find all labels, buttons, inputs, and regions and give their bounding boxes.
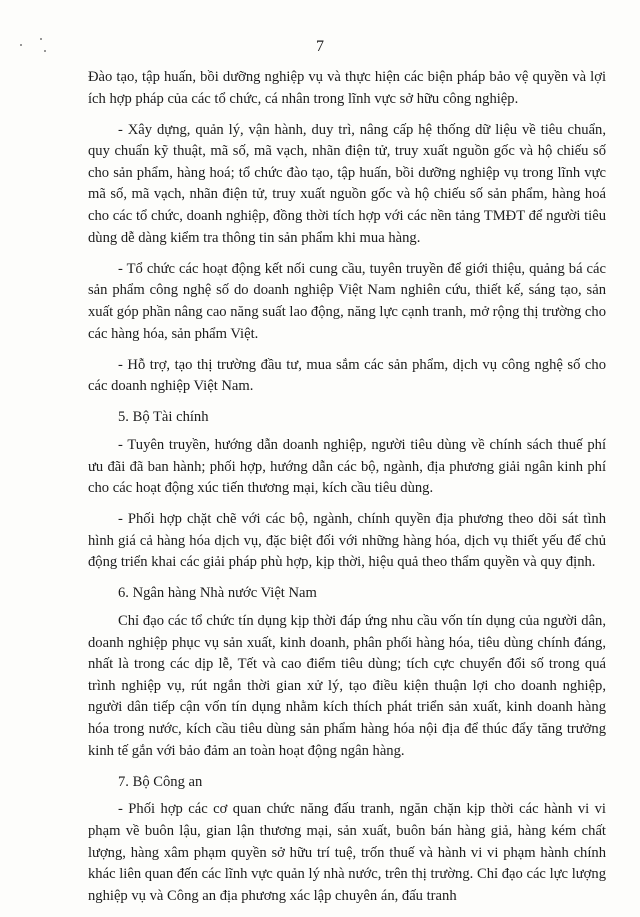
section-heading-state-bank: 6. Ngân hàng Nhà nước Việt Nam: [118, 585, 317, 602]
page-number: 7: [316, 38, 324, 55]
paragraph-credit: Chỉ đạo các tổ chức tín dụng kịp thời đáp ứng nhu cầu vốn tín dụng của người dân, doanh nghiệp phục vụ sản xuất, kinh doanh, phân phối hàng hóa, tiêu dùng chính đáng, nhất là trong các dịp lễ, Tết và cao điểm tiêu dùng; tích cực chuyển đổi số trong quá trình nghiệp vụ, rút ngắn thời gian xử lý, tạo điều kiện thuận lợi cho doanh nghiệp, người dân tiếp cận vốn tín dụng nhằm kích thích phát triển sản xuất, kinh doanh hàng hóa trong nước, kích cầu tiêu dùng sản phẩm hàng hóa nội địa để thúc đẩy tăng trưởng kinh tế gắn với bảo đảm an toàn hoạt động ngân hàng.: [88, 613, 606, 759]
paragraph-digital-market-support: - Hỗ trợ, tạo thị trường đầu tư, mua sắm các sản phẩm, dịch vụ công nghệ số cho các doanh nghiệp Việt Nam.: [88, 356, 606, 395]
section-heading-ministry-of-public-security: 7. Bộ Công an: [118, 773, 203, 790]
paragraph-standards-database: - Xây dựng, quản lý, vận hành, duy trì, nâng cấp hệ thống dữ liệu về tiêu chuẩn, quy chuẩn kỹ thuật, mã số, mã vạch, nhãn điện tử, truy xuất nguồn gốc và hộ chiếu số cho sản phẩm, hàng hoá; tổ chức đào tạo, tập huấn, bồi dưỡng nghiệp vụ trong lĩnh vực mã số, mã vạch, nhãn điện tử, truy xuất nguồn gốc và hộ chiếu số sản phẩm, hàng hoá cho các tổ chức, doanh nghiệp, đồng thời tích hợp với các nền tảng TMĐT để người tiêu dùng dễ dàng kiểm tra thông tin sản phẩm khi mua hàng.: [88, 121, 606, 246]
document-body: [88, 67, 606, 917]
paragraph-ip-training: Đào tạo, tập huấn, bồi dưỡng nghiệp vụ và thực hiện các biện pháp bảo vệ quyền và lợi ích hợp pháp của các tổ chức, cá nhân trong lĩnh vực sở hữu công nghiệp.: [88, 69, 606, 107]
paragraph-tax-policy: - Tuyên truyền, hướng dẫn doanh nghiệp, người tiêu dùng về chính sách thuế phí ưu đãi đã ban hành; phối hợp, hướng dẫn các bộ, ngành, địa phương giải ngân kinh phí cho các hoạt động xúc tiến thương mại, kích cầu tiêu dùng.: [88, 436, 606, 497]
paragraph-supply-demand: - Tổ chức các hoạt động kết nối cung cầu, tuyên truyền để giới thiệu, quảng bá các sản phẩm công nghệ số do doanh nghiệp Việt Nam nghiên cứu, thiết kế, sáng tạo, sản xuất góp phần nâng cao năng suất lao động, năng lực cạnh tranh, mở rộng thị trường cho các hàng hóa, sản phẩm Việt.: [88, 260, 606, 342]
paragraph-price-monitoring: - Phối hợp chặt chẽ với các bộ, ngành, chính quyền địa phương theo dõi sát tình hình giá cả hàng hóa dịch vụ, đặc biệt đối với những hàng hóa, dịch vụ thiết yếu để chủ động triển khai các giải pháp phù hợp, kịp thời, hiệu quả theo thẩm quyền và quy định.: [88, 511, 606, 571]
paragraph-anti-smuggling: - Phối hợp các cơ quan chức năng đấu tranh, ngăn chặn kịp thời các hành vi vi phạm về buôn lậu, gian lận thương mại, sản xuất, buôn bán hàng giả, hàng kém chất lượng, hàng xâm phạm quyền sở hữu trí tuệ, trốn thuế và hành vi vi phạm hành chính khác liên quan đến các lĩnh vực quản lý nhà nước, trên thị trường. Chỉ đạo các lực lượng nghiệp vụ và Công an địa phương xác lập chuyên án, đấu tranh: [88, 801, 606, 904]
section-heading-ministry-of-finance: 5. Bộ Tài chính: [118, 409, 209, 426]
